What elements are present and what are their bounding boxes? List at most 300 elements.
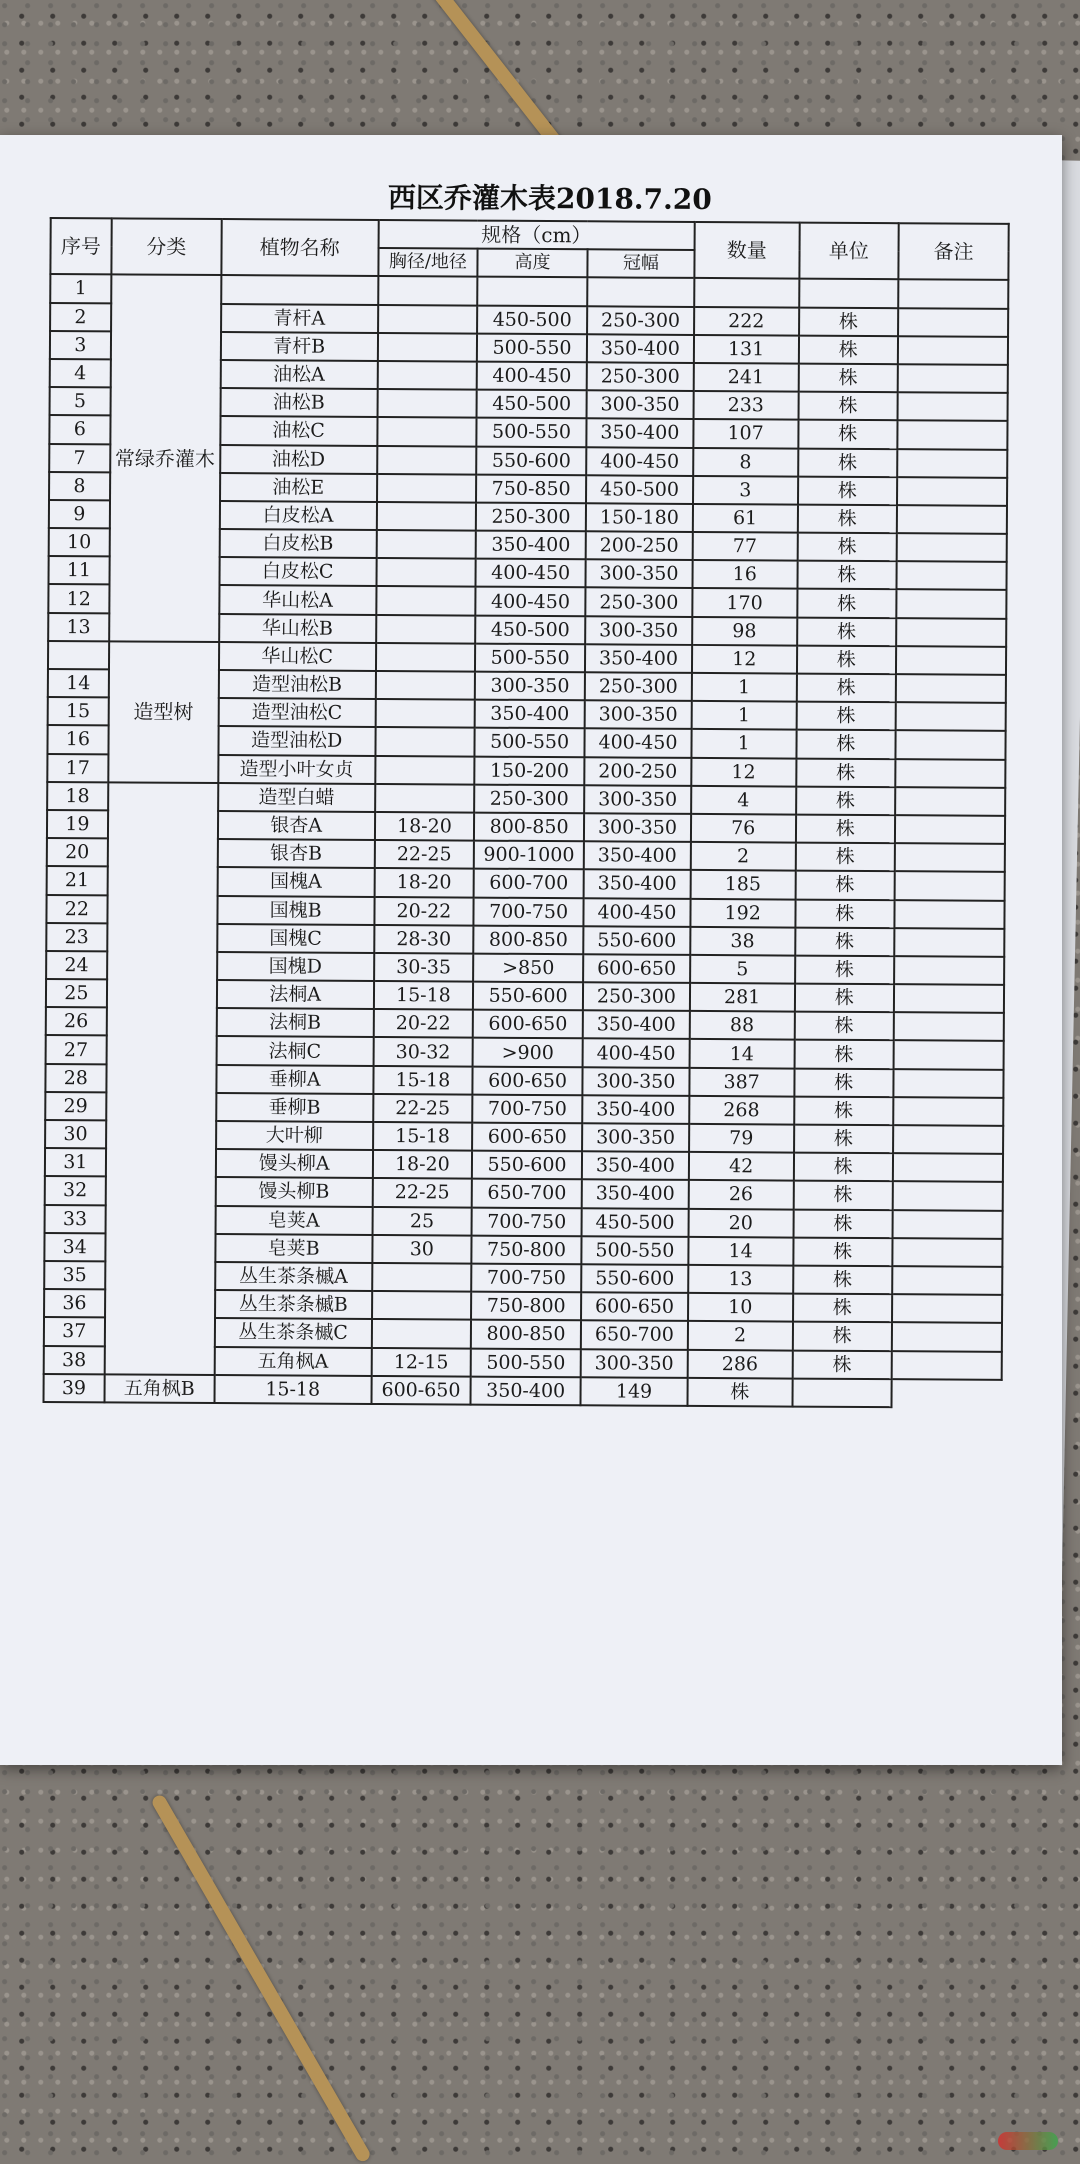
document [42, 175, 1009, 1409]
cell-note [897, 420, 1007, 449]
cell-name: 法桐A [217, 980, 374, 1009]
cell-height: 150-200 [474, 756, 584, 785]
cell-dbh: 30 [372, 1235, 472, 1264]
cell-unit: 株 [794, 1012, 894, 1041]
cell-crown: 250-300 [585, 588, 692, 617]
cell-unit: 株 [798, 420, 898, 449]
header-note: 备注 [898, 223, 1008, 280]
cell-unit: 株 [795, 955, 895, 984]
cell-note [893, 1210, 1003, 1239]
cell-unit: 株 [795, 815, 895, 844]
cell-dbh [377, 417, 477, 446]
cell-height: 550-600 [476, 446, 586, 475]
cell-height: 450-500 [475, 615, 585, 644]
cell-no: 23 [46, 923, 107, 952]
cell-note [892, 1322, 1002, 1351]
cell-unit: 株 [795, 871, 895, 900]
cell-unit: 株 [796, 786, 896, 815]
cell-qty: 268 [689, 1096, 794, 1125]
cell-crown: 250-300 [587, 362, 694, 391]
cell-height: 600-650 [371, 1376, 471, 1405]
cell-category: 造型树 [108, 641, 219, 783]
table-row [50, 274, 1008, 308]
header-no: 序号 [50, 218, 111, 275]
header-name: 植物名称 [221, 219, 378, 276]
cell-height: 900-1000 [474, 841, 584, 870]
cell-crown: 350-400 [582, 1095, 689, 1124]
cell-crown: 350-400 [587, 334, 694, 363]
cell-name: 国槐B [217, 896, 374, 925]
cell-qty: 170 [692, 588, 797, 617]
cell-unit: 株 [687, 1378, 792, 1407]
cell-qty: 281 [690, 983, 795, 1012]
cell-qty: 16 [692, 560, 797, 589]
cell-note [894, 1041, 1004, 1070]
cell-unit: 株 [794, 984, 894, 1013]
header-crown: 冠幅 [587, 249, 694, 278]
cell-height: 450-500 [477, 390, 587, 419]
cell-name: 白皮松B [219, 529, 376, 558]
cell-note [894, 928, 1004, 957]
cell-crown: 350-400 [584, 841, 691, 870]
cell-no: 38 [44, 1345, 105, 1374]
cell-note [896, 646, 1006, 675]
cell-qty: 14 [688, 1237, 793, 1266]
header-unit: 单位 [799, 223, 899, 280]
cell-dbh: 18-20 [375, 812, 475, 841]
cell-note [895, 815, 1005, 844]
cell-unit: 株 [798, 476, 898, 505]
cell-qty: 4 [691, 786, 796, 815]
cell-no: 6 [49, 415, 110, 444]
cell-note [895, 759, 1005, 788]
cell-note [895, 843, 1005, 872]
cell-crown: 600-650 [581, 1292, 688, 1321]
cell-unit: 株 [793, 1237, 893, 1266]
cell-dbh: 22-25 [372, 1178, 472, 1207]
cell-no: 28 [45, 1064, 106, 1093]
cell-height: 800-850 [471, 1320, 581, 1349]
cell-name: 垂柳B [216, 1093, 373, 1122]
header-category: 分类 [111, 218, 221, 275]
cell-height: 300-350 [475, 672, 585, 701]
cell-dbh [378, 333, 478, 362]
cell-height: 350-400 [476, 531, 586, 560]
cell-unit: 株 [794, 1125, 894, 1154]
cell-height: 400-450 [476, 559, 586, 588]
cell-crown [587, 278, 694, 307]
header-dbh: 胸径/地径 [378, 248, 478, 277]
cell-crown: 250-300 [585, 672, 692, 701]
cell-qty: 42 [689, 1152, 794, 1181]
cell-qty: 286 [688, 1349, 793, 1378]
cell-dbh: 12-15 [371, 1347, 471, 1376]
cell-crown: 600-650 [583, 954, 690, 983]
cell-no: 32 [45, 1176, 106, 1205]
cell-no: 34 [44, 1233, 105, 1262]
cell-name: 国槐A [217, 867, 374, 896]
cell-qty: 3 [693, 476, 798, 505]
cell-name: 银杏A [218, 811, 375, 840]
cell-note [896, 702, 1006, 731]
cell-height: 650-700 [472, 1179, 582, 1208]
cell-no: 22 [46, 894, 107, 923]
cell-dbh [377, 474, 477, 503]
cell-dbh: 15-18 [374, 981, 474, 1010]
cell-unit: 株 [796, 674, 896, 703]
cell-qty: 131 [694, 335, 799, 364]
cell-note [897, 533, 1007, 562]
cell-height [477, 277, 587, 306]
cell-name: 油松A [220, 360, 377, 389]
cell-name: 华山松B [219, 614, 376, 643]
cell-no: 19 [47, 810, 108, 839]
cell-category: 常绿乔灌木 [109, 275, 221, 642]
table-body [44, 274, 1009, 1407]
cell-crown: 300-350 [582, 1123, 689, 1152]
cell-dbh: 22-25 [373, 1094, 473, 1123]
cell-note [894, 956, 1004, 985]
cell-qty: 77 [693, 532, 798, 561]
cell-name: 五角枫B [104, 1374, 214, 1403]
cell-dbh: 20-22 [373, 1009, 473, 1038]
cell-dbh [378, 305, 478, 334]
cell-no: 13 [48, 613, 109, 642]
cell-qty [694, 278, 799, 307]
cell-crown: 400-450 [583, 898, 690, 927]
plant-table [42, 217, 1009, 1409]
cell-note [893, 1182, 1003, 1211]
cell-unit: 株 [796, 645, 896, 674]
cell-no: 20 [47, 838, 108, 867]
cell-note [895, 787, 1005, 816]
cell-crown: 350-400 [584, 870, 691, 899]
cell-qty: 2 [688, 1321, 793, 1350]
cell-dbh [376, 615, 476, 644]
cell-no: 21 [47, 866, 108, 895]
cell-name: 丛生茶条槭A [215, 1262, 372, 1291]
cell-no: 39 [44, 1374, 105, 1403]
wooden-stick [150, 1793, 372, 2164]
cell-qty: 107 [693, 419, 798, 448]
cell-note [893, 1125, 1003, 1154]
cell-unit: 株 [795, 899, 895, 928]
cell-crown: 500-550 [581, 1236, 688, 1265]
cell-no: 16 [47, 725, 108, 754]
cell-no: 26 [46, 1007, 107, 1036]
cell-qty: 13 [688, 1265, 793, 1294]
cell-qty: 185 [690, 870, 795, 899]
cell-qty: 79 [689, 1124, 794, 1153]
cell-height: 400-450 [475, 587, 585, 616]
cell-crown: 300-350 [584, 785, 691, 814]
cell-height: >850 [473, 953, 583, 982]
cell-dbh: 20-22 [374, 896, 474, 925]
cell-height: >900 [473, 1038, 583, 1067]
cell-dbh [375, 671, 475, 700]
cell-unit: 株 [795, 843, 895, 872]
cell-no: 14 [48, 669, 109, 698]
cell-no: 5 [50, 387, 111, 416]
cell-dbh: 28-30 [374, 925, 474, 954]
header-spec: 规格（cm） [378, 220, 694, 250]
cell-note [895, 871, 1005, 900]
cell-qty: 149 [581, 1377, 688, 1406]
cell-qty: 387 [689, 1068, 794, 1097]
cell-name: 造型白蜡 [218, 783, 375, 812]
cell-unit: 株 [793, 1153, 893, 1182]
cell-dbh [372, 1263, 472, 1292]
cell-no: 25 [46, 979, 107, 1008]
cell-unit: 株 [799, 307, 899, 336]
cell-no: 35 [44, 1261, 105, 1290]
cell-dbh: 18-20 [373, 1150, 473, 1179]
cell-height: 450-500 [477, 305, 587, 334]
cell-no: 12 [48, 584, 109, 613]
cell-name: 国槐C [217, 924, 374, 953]
cell-height: 600-650 [472, 1123, 582, 1152]
cell-dbh [376, 643, 476, 672]
cell-name [221, 275, 378, 304]
cell-crown: 400-450 [585, 729, 692, 758]
cell-height: 600-700 [474, 869, 584, 898]
cell-note [895, 731, 1005, 760]
cell-dbh: 18-20 [374, 868, 474, 897]
cell-unit: 株 [797, 617, 897, 646]
cell-dbh [378, 276, 478, 305]
cell-qty: 20 [688, 1208, 793, 1237]
cell-name: 造型小叶女贞 [218, 755, 375, 784]
cell-name: 垂柳A [216, 1065, 373, 1094]
cell-unit: 株 [793, 1181, 893, 1210]
cell-name: 法桐C [216, 1036, 373, 1065]
cell-dbh [377, 502, 477, 531]
cell-dbh: 30-35 [374, 953, 474, 982]
cell-no: 37 [44, 1317, 105, 1346]
table-row [44, 1374, 1002, 1408]
cell-unit: 株 [792, 1322, 892, 1351]
cell-crown: 300-350 [587, 390, 694, 419]
cell-height: 700-750 [472, 1207, 582, 1236]
cell-dbh [376, 586, 476, 615]
cell-crown: 200-250 [586, 531, 693, 560]
cell-note [894, 984, 1004, 1013]
cell-name: 青杆A [221, 304, 378, 333]
cell-dbh [375, 756, 475, 785]
cell-note [893, 1153, 1003, 1182]
cell-qty: 2 [691, 842, 796, 871]
cell-no: 11 [48, 556, 109, 585]
cell-note [898, 364, 1008, 393]
cell-name: 青杆B [221, 332, 378, 361]
cell-crown: 250-300 [587, 306, 694, 335]
cell-name: 造型油松C [218, 698, 375, 727]
cell-qty: 5 [690, 955, 795, 984]
cell-height: 800-850 [473, 925, 583, 954]
cell-unit: 株 [792, 1350, 892, 1379]
cell-height: 500-550 [475, 728, 585, 757]
cell-note [894, 1012, 1004, 1041]
cell-name: 油松B [220, 388, 377, 417]
cell-no: 4 [50, 359, 111, 388]
cell-crown: 350-400 [582, 1151, 689, 1180]
watermark-logo [998, 2132, 1058, 2150]
cell-height: 700-750 [471, 1264, 581, 1293]
cell-no: 24 [46, 951, 107, 980]
cell-name: 造型油松D [218, 726, 375, 755]
cell-unit: 株 [796, 758, 896, 787]
cell-no: 18 [47, 782, 108, 811]
cell-height: 350-400 [475, 700, 585, 729]
cell-no: 36 [44, 1289, 105, 1318]
cell-qty: 12 [691, 757, 796, 786]
cell-crown: 400-450 [586, 447, 693, 476]
cell-height: 700-750 [472, 1094, 582, 1123]
cell-note [898, 392, 1008, 421]
cell-note [897, 505, 1007, 534]
cell-unit: 株 [797, 504, 897, 533]
cell-note [898, 336, 1008, 365]
cell-name: 银杏B [217, 839, 374, 868]
cell-height: 500-550 [477, 333, 587, 362]
cell-crown: 450-500 [586, 475, 693, 504]
cell-name: 国槐D [217, 952, 374, 981]
cell-note [792, 1378, 892, 1407]
cell-crown: 300-350 [581, 1349, 688, 1378]
cell-dbh [377, 361, 477, 390]
cell-qty: 88 [690, 1011, 795, 1040]
cell-crown: 300-350 [582, 1067, 689, 1096]
cell-name: 馒头柳A [216, 1149, 373, 1178]
cell-name: 丛生茶条槭B [215, 1290, 372, 1319]
cell-name: 五角枫A [214, 1347, 371, 1376]
cell-unit: 株 [795, 927, 895, 956]
cell-qty: 61 [693, 504, 798, 533]
cell-qty: 14 [689, 1039, 794, 1068]
cell-crown: 300-350 [586, 560, 693, 589]
cell-height: 500-550 [471, 1348, 581, 1377]
header-height: 高度 [478, 249, 588, 278]
cell-qty: 98 [692, 617, 797, 646]
cell-crown: 350-400 [583, 1011, 690, 1040]
cell-note [896, 561, 1006, 590]
cell-unit [799, 279, 899, 308]
cell-height: 700-750 [474, 897, 584, 926]
cell-no: 8 [49, 472, 110, 501]
cell-qty: 10 [688, 1293, 793, 1322]
cell-no [48, 641, 109, 670]
cell-category [104, 782, 218, 1375]
table-row [48, 641, 1006, 675]
cell-qty: 26 [689, 1180, 794, 1209]
cell-no: 7 [49, 444, 110, 473]
cell-qty: 1 [691, 729, 796, 758]
cell-note [898, 280, 1008, 309]
cell-height: 750-800 [471, 1292, 581, 1321]
cell-note [892, 1294, 1002, 1323]
cell-no: 31 [45, 1148, 106, 1177]
cell-crown: 350-400 [471, 1376, 581, 1405]
cell-unit: 株 [794, 1068, 894, 1097]
cell-note [892, 1238, 1002, 1267]
cell-no: 27 [46, 1035, 107, 1064]
cell-crown: 550-600 [581, 1264, 688, 1293]
cell-crown: 150-180 [586, 503, 693, 532]
cell-qty: 1 [691, 701, 796, 730]
cell-no: 3 [50, 331, 111, 360]
cell-qty: 222 [694, 306, 799, 335]
cell-dbh [375, 699, 475, 728]
cell-no: 9 [49, 500, 110, 529]
cell-note [897, 477, 1007, 506]
cell-qty: 8 [693, 447, 798, 476]
cell-crown: 650-700 [581, 1321, 688, 1350]
cell-unit: 株 [794, 1096, 894, 1125]
cell-name: 油松C [220, 416, 377, 445]
header-qty: 数量 [694, 222, 799, 279]
cell-name: 法桐B [216, 1008, 373, 1037]
cell-no: 2 [50, 303, 111, 332]
cell-height: 550-600 [473, 982, 583, 1011]
cell-note [892, 1351, 1002, 1380]
cell-name: 油松D [220, 445, 377, 474]
cell-qty: 76 [691, 814, 796, 843]
cell-unit: 株 [796, 730, 896, 759]
cell-unit: 株 [797, 589, 897, 618]
cell-unit: 株 [793, 1265, 893, 1294]
cell-qty: 192 [690, 898, 795, 927]
cell-note [898, 308, 1008, 337]
cell-name: 华山松C [219, 642, 376, 671]
cell-height: 400-450 [477, 362, 587, 391]
cell-no: 33 [45, 1205, 106, 1234]
cell-name: 皂荚A [215, 1206, 372, 1235]
cell-dbh: 15-18 [373, 1066, 473, 1095]
cell-no: 29 [45, 1092, 106, 1121]
cell-crown: 300-350 [585, 616, 692, 645]
cell-height: 500-550 [475, 643, 585, 672]
cell-note [897, 449, 1007, 478]
cell-height: 500-550 [476, 418, 586, 447]
cell-height: 750-800 [471, 1235, 581, 1264]
cell-no: 10 [49, 528, 110, 557]
page-title: 西区乔灌木表2018.7.20 [387, 181, 712, 217]
cell-height: 750-850 [476, 474, 586, 503]
cell-note [893, 1069, 1003, 1098]
cell-qty: 12 [692, 645, 797, 674]
cell-name: 皂荚B [215, 1234, 372, 1263]
cell-note [892, 1266, 1002, 1295]
cell-name: 馒头柳B [215, 1177, 372, 1206]
cell-dbh: 15-18 [373, 1122, 473, 1151]
cell-no: 17 [47, 754, 108, 783]
cell-dbh [372, 1319, 472, 1348]
cell-note [893, 1097, 1003, 1126]
cell-note [896, 590, 1006, 619]
cell-note [894, 900, 1004, 929]
cell-crown: 350-400 [586, 419, 693, 448]
cell-crown: 550-600 [583, 926, 690, 955]
cell-unit: 株 [798, 364, 898, 393]
cell-dbh: 25 [372, 1207, 472, 1236]
cell-note [896, 674, 1006, 703]
cell-crown: 300-350 [585, 700, 692, 729]
cell-crown: 350-400 [582, 1180, 689, 1209]
cell-crown: 200-250 [584, 757, 691, 786]
cell-qty: 38 [690, 927, 795, 956]
cell-name: 油松E [220, 473, 377, 502]
cell-unit: 株 [796, 702, 896, 731]
